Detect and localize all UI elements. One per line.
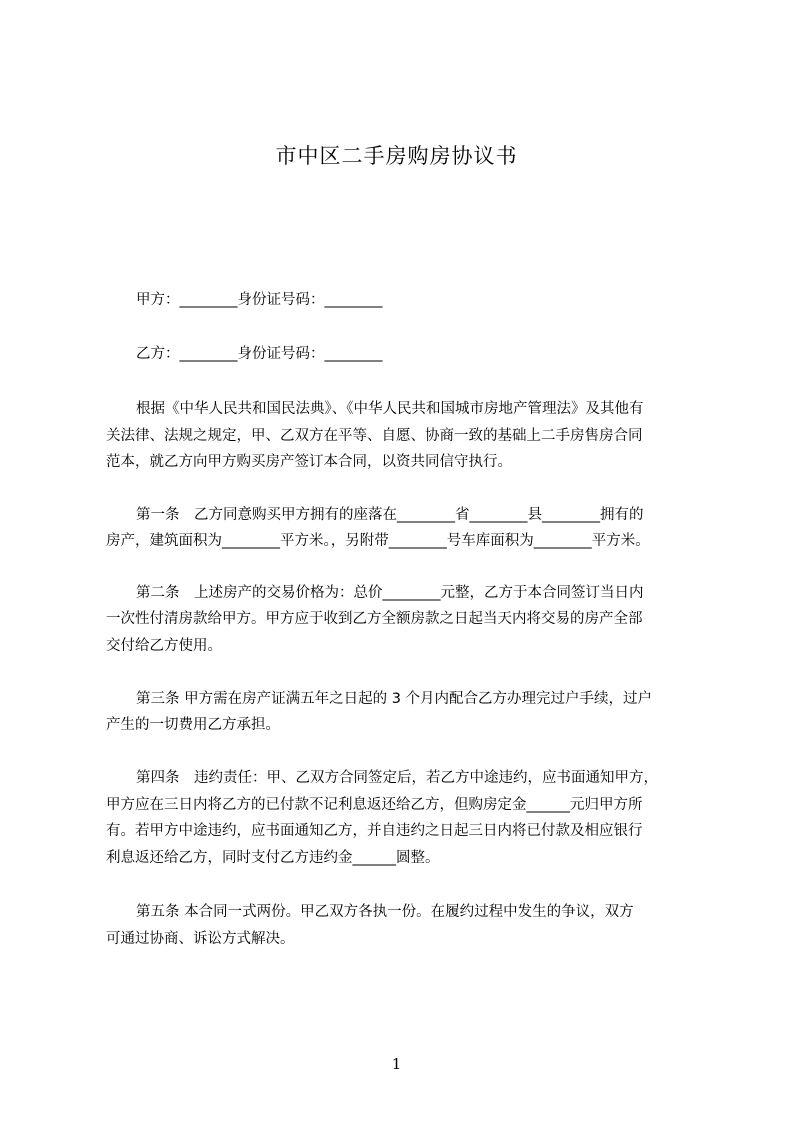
- article-line: 利息返还给乙方，同时支付乙方违约金______圆整。: [106, 850, 440, 866]
- preamble-line: 关法律、法规之规定，甲、乙双方在平等、自愿、协商一致的基础上二手房售房合同: [106, 428, 643, 444]
- article-line: 第三条 甲方需在房产证满五年之日起的 3 个月内配合乙方办理完过户手续，过户: [136, 691, 653, 707]
- article-line: 有。若甲方中途违约，应书面通知乙方，并自违约之日起三日内将已付款及相应银行: [106, 823, 643, 839]
- article-line: 甲方应在三日内将乙方的已付款不记利息返还给乙方，但购房定金______元归甲方所: [106, 797, 643, 813]
- article-line: 一次性付清房款给甲方。甲方应于收到乙方全额房款之日起当天内将交易的房产全部: [106, 611, 643, 627]
- article-line: 第二条 上述房产的交易价格为：总价________元整，乙方于本合同签订当日内: [136, 585, 644, 601]
- party-a-line: 甲方：________身份证号码：________: [136, 292, 383, 308]
- article-line: 第五条 本合同一式两份。甲乙双方各执一份。在履约过程中发生的争议，双方: [136, 904, 634, 920]
- article-line: 可通过协商、诉讼方式解决。: [106, 931, 295, 947]
- party-b-line: 乙方：________身份证号码：________: [136, 346, 383, 362]
- document-title: 市中区二手房购房协议书: [275, 144, 518, 168]
- article-line: 第四条 违约责任：甲、乙双方合同签定后，若乙方中途违约，应书面通知甲方，: [136, 770, 658, 786]
- page-number: 1: [391, 1055, 402, 1073]
- preamble-line: 范本，就乙方向甲方购买房产签订本合同，以资共同信守执行。: [106, 454, 512, 470]
- article-line: 第一条 乙方同意购买甲方拥有的座落在________省________县________拥有的: [136, 507, 644, 523]
- article-line: 房产，建筑面积为________平方米。，另附带________号车库面积为________平方米。: [106, 533, 650, 549]
- article-line: 交付给乙方使用。: [106, 638, 222, 654]
- article-line: 产生的一切费用乙方承担。: [106, 717, 280, 733]
- preamble-line: 根据《中华人民共和国民法典》、《中华人民共和国城市房地产管理法》及其他有: [136, 401, 644, 417]
